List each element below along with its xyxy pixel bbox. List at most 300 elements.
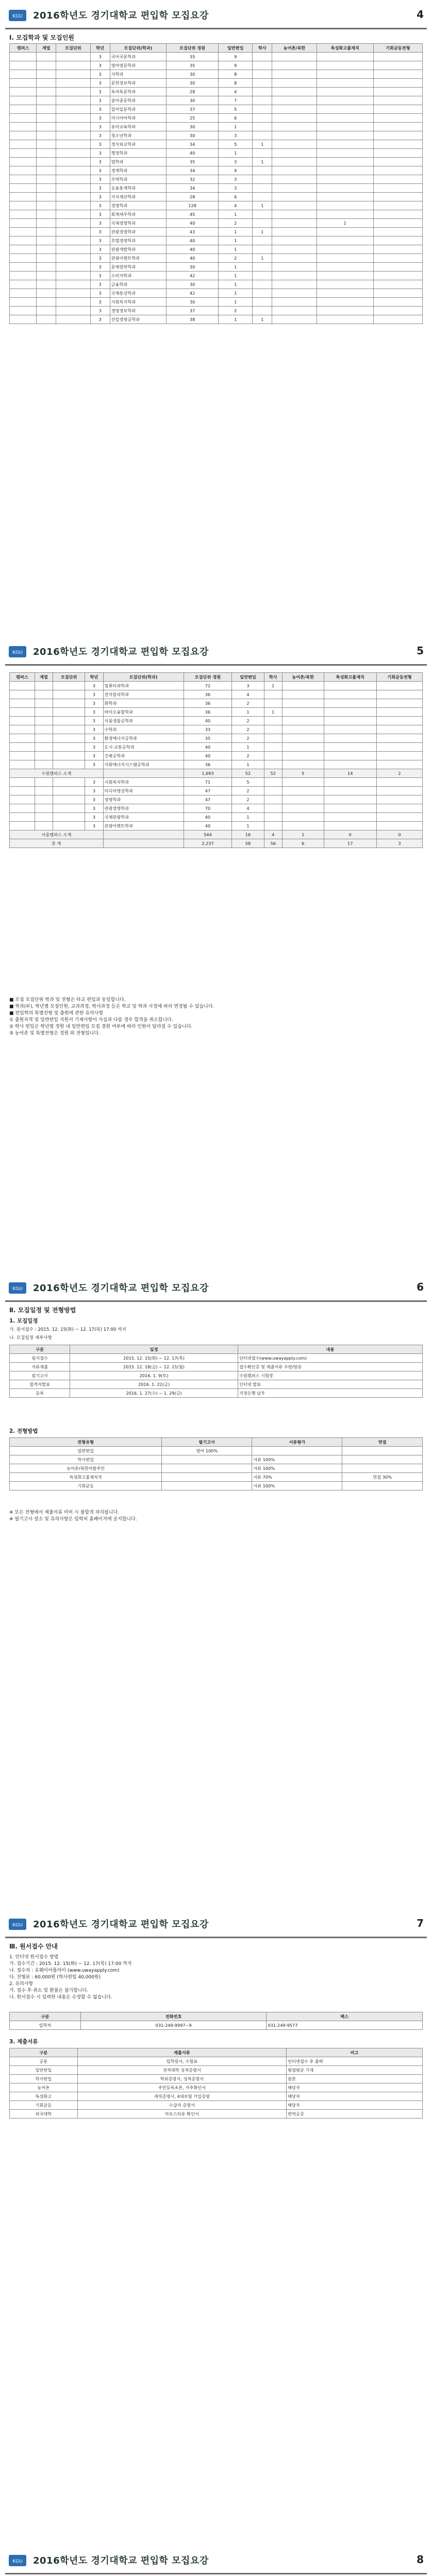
page-header <box>5 1914 427 1935</box>
table-cell: 호텔경영학과 <box>110 236 167 245</box>
page-6 <box>0 1273 432 1906</box>
table-cell <box>324 804 376 813</box>
table-cell: 40 <box>184 813 232 822</box>
table-cell: 2 <box>232 752 264 760</box>
column-header: 전형유형 <box>10 1438 162 1447</box>
table-cell: 34 <box>167 184 219 193</box>
table-cell <box>253 105 272 114</box>
table-cell <box>56 123 91 131</box>
column-header: 모집단위 <box>56 44 91 53</box>
table-cell <box>272 53 317 61</box>
table-cell <box>282 743 324 752</box>
table-cell: 서류 100% <box>252 1464 342 1473</box>
kyonggi-logo-icon <box>8 1281 27 1295</box>
recruit-table-continued <box>9 672 423 848</box>
table-cell <box>282 760 324 769</box>
table-cell: 3 <box>90 175 110 184</box>
table-cell <box>272 166 317 175</box>
table-cell <box>103 831 184 839</box>
table-cell: 1 <box>317 219 373 228</box>
table-row <box>10 1380 423 1389</box>
table-cell <box>37 175 56 184</box>
note-line: ■ 편입학의 특별전형 및 출원에 관한 유의사항 <box>9 1011 104 1016</box>
table-row <box>10 70 423 79</box>
table-cell <box>53 690 85 699</box>
table-cell: 3 <box>90 184 110 193</box>
table-cell: 128 <box>167 201 219 210</box>
column-header: 특성화고졸재직 <box>324 673 376 682</box>
table-cell: 3 <box>85 725 103 734</box>
table-cell <box>37 61 56 70</box>
table-cell: 38 <box>167 315 219 324</box>
table-cell: 독어독문학과 <box>110 88 167 96</box>
table-cell <box>10 708 35 717</box>
table-cell <box>376 725 422 734</box>
table-row <box>10 123 423 131</box>
table-cell <box>282 778 324 787</box>
table-cell <box>317 123 373 131</box>
table-cell: 2 <box>376 769 422 778</box>
table-cell: 사학과 <box>110 70 167 79</box>
table-cell: 합격자발표 <box>10 1380 70 1389</box>
table-cell: 3 <box>85 752 103 760</box>
table-cell <box>253 219 272 228</box>
table-cell <box>376 804 422 813</box>
table-cell <box>253 88 272 96</box>
table-cell <box>272 70 317 79</box>
table-cell <box>376 787 422 795</box>
table-cell <box>373 245 422 254</box>
table-cell: 경영정보학과 <box>110 307 167 315</box>
table-cell <box>10 760 35 769</box>
column-header: 구분 <box>10 1345 70 1354</box>
table-cell: 2 <box>232 734 264 743</box>
table-cell <box>317 61 373 70</box>
table-cell: 3 <box>218 158 253 166</box>
table-cell <box>272 245 317 254</box>
table-cell <box>253 166 272 175</box>
table-cell <box>373 315 422 324</box>
table-cell: 1 <box>218 149 253 158</box>
table-cell: 서류 70% <box>252 1473 342 1482</box>
note-line: ① 출원자격 및 일반편입 지원서 기재사항이 사실과 다를 경우 합격을 취소합니다. <box>9 1018 173 1023</box>
table-cell: 72 <box>184 682 232 690</box>
table-cell: 5 <box>218 140 253 149</box>
table-cell <box>10 140 37 149</box>
table-cell <box>264 778 282 787</box>
table-cell: 러시아어학과 <box>110 114 167 123</box>
column-header: 필기고사 <box>162 1438 252 1447</box>
table-cell: 수원캠퍼스 소계 <box>10 769 104 778</box>
column-header: 내용 <box>238 1345 422 1354</box>
header-rule <box>5 2573 427 2574</box>
table-cell: 사회에너지시스템공학과 <box>103 760 184 769</box>
table-cell <box>317 307 373 315</box>
table-cell: 정치외교학과 <box>110 140 167 149</box>
table-cell <box>56 105 91 114</box>
table-cell: 1 <box>218 280 253 289</box>
table-cell: 3 <box>90 61 110 70</box>
table-cell <box>324 778 376 787</box>
table-cell <box>35 682 53 690</box>
table-cell: 5 <box>218 105 253 114</box>
table-cell <box>53 795 85 804</box>
table-cell <box>373 88 422 96</box>
table-cell <box>56 289 91 298</box>
svg-text:KGU: KGU <box>12 1923 23 1928</box>
header-rule <box>5 1300 427 1302</box>
table-cell <box>10 795 35 804</box>
table-cell <box>264 760 282 769</box>
table-cell <box>56 175 91 184</box>
table-cell <box>317 280 373 289</box>
table-cell: 4 <box>232 804 264 813</box>
column-header: 학사 <box>253 44 272 53</box>
table-cell <box>272 184 317 193</box>
table-cell <box>56 61 91 70</box>
table-cell: 해당자 <box>287 2101 423 2110</box>
table-cell: 2016. 1. 22(금) <box>70 1380 238 1389</box>
table-cell: 1 <box>232 822 264 831</box>
table-cell: 회계세무학과 <box>110 210 167 219</box>
table-cell: 수급자 증명서 <box>77 2101 287 2110</box>
table-cell: 6 <box>218 114 253 123</box>
table-cell <box>162 1464 252 1473</box>
table-cell: 40 <box>167 236 219 245</box>
kyonggi-logo-icon <box>8 645 27 659</box>
table-cell: 컴퓨터과학과 <box>103 682 184 690</box>
table-cell: 국어국문학과 <box>110 53 167 61</box>
table-cell: 544 <box>184 831 232 839</box>
table-cell: 해당자 <box>287 2083 423 2092</box>
table-cell <box>37 280 56 289</box>
table-cell: 3 <box>85 682 103 690</box>
table-cell <box>253 272 272 280</box>
table-cell <box>35 752 53 760</box>
table-cell <box>324 725 376 734</box>
table-cell <box>317 263 373 272</box>
table-cell: 52 <box>232 769 264 778</box>
table-cell <box>10 734 35 743</box>
table-cell: 2 <box>232 795 264 804</box>
table-cell <box>272 105 317 114</box>
table-cell <box>10 315 37 324</box>
table-cell: 3 <box>90 123 110 131</box>
doc-title: 2016학년도 경기대학교 편입학 모집요강 <box>33 1919 209 1930</box>
table-cell: 3 <box>218 131 253 140</box>
table-cell <box>253 298 272 307</box>
table-cell: 40 <box>184 752 232 760</box>
table-cell <box>373 298 422 307</box>
column-header: 학년 <box>85 673 103 682</box>
svg-text:KGU: KGU <box>12 1286 23 1292</box>
table-cell: 전자물리학과 <box>103 690 184 699</box>
table-cell <box>37 96 56 105</box>
table-cell: 바이오융합학과 <box>103 708 184 717</box>
schedule-table <box>9 1345 423 1398</box>
table-cell: 특성화고 <box>10 2092 78 2101</box>
table-row <box>10 2110 423 2119</box>
table-cell <box>282 752 324 760</box>
table-cell <box>56 228 91 236</box>
table-cell: 2 <box>218 307 253 315</box>
table-cell: 2 <box>232 725 264 734</box>
column-header: 기회균등전형 <box>376 673 422 682</box>
table-cell <box>35 778 53 787</box>
table-cell <box>10 123 37 131</box>
table-row <box>10 769 423 778</box>
table-cell <box>35 743 53 752</box>
table-row <box>10 717 423 725</box>
table-row <box>10 2075 423 2083</box>
table-cell: 번역공증 <box>287 2110 423 2119</box>
table-cell <box>253 96 272 105</box>
table-cell: 경영학과 <box>110 201 167 210</box>
table-cell <box>10 717 35 725</box>
table-cell: 서류 100% <box>252 1455 342 1464</box>
doc-title: 2016학년도 경기대학교 편입학 모집요강 <box>33 647 209 657</box>
table-row <box>10 787 423 795</box>
table-cell <box>373 175 422 184</box>
table-cell <box>56 114 91 123</box>
table-cell: 도시·교통공학과 <box>103 743 184 752</box>
table-cell: 5 <box>232 778 264 787</box>
table-cell <box>272 201 317 210</box>
table-row <box>10 778 423 787</box>
table-cell <box>37 184 56 193</box>
kyonggi-logo-icon <box>8 1917 27 1931</box>
table-cell: 1 <box>253 254 272 263</box>
table-cell <box>342 1455 423 1464</box>
table-cell: 관광개발학과 <box>110 245 167 254</box>
table-cell: 2 <box>218 254 253 263</box>
table-cell <box>37 245 56 254</box>
table-cell: 25 <box>167 114 219 123</box>
table-cell: 3 <box>85 760 103 769</box>
table-cell <box>317 131 373 140</box>
table-cell <box>252 1447 342 1455</box>
table-row <box>10 743 423 752</box>
table-cell <box>373 272 422 280</box>
note-line: 나. 접수처 : 유웨이어플라이 (www.uwayapply.com) <box>9 1968 120 1973</box>
table-cell: 1 <box>253 201 272 210</box>
table-cell: 일어일문학과 <box>110 105 167 114</box>
subsection-title: 1. 모집일정 <box>9 1318 38 1324</box>
table-cell <box>272 114 317 123</box>
table-cell: 1,693 <box>184 769 232 778</box>
table-cell <box>373 105 422 114</box>
table-cell <box>272 254 317 263</box>
table-cell: 일반편입 <box>10 2066 78 2075</box>
table-cell: 3 <box>90 79 110 88</box>
table-cell <box>10 114 37 123</box>
table-row <box>10 307 423 315</box>
table-cell <box>56 88 91 96</box>
table-cell <box>373 193 422 201</box>
table-cell: 1 <box>264 682 282 690</box>
table-cell: 1 <box>218 123 253 131</box>
table-cell: 인터넷접수(www.uwayapply.com) <box>238 1354 422 1363</box>
table-cell <box>376 690 422 699</box>
table-cell: 특성화고졸재직자 <box>10 1473 162 1482</box>
table-cell <box>272 210 317 219</box>
column-header: 일정 <box>70 1345 238 1354</box>
table-cell <box>272 298 317 307</box>
table-cell: 관광경영학과 <box>110 228 167 236</box>
table-row <box>10 105 423 114</box>
table-cell <box>53 822 85 831</box>
table-cell: 유아교육학과 <box>110 123 167 131</box>
header-rule <box>5 664 427 666</box>
table-cell <box>373 123 422 131</box>
table-cell <box>35 725 53 734</box>
table-cell: 문예창작학과 <box>110 263 167 272</box>
page-header <box>5 1278 427 1298</box>
table-cell: 원본 <box>287 2075 423 2083</box>
table-cell <box>253 307 272 315</box>
table-cell: 71 <box>184 778 232 787</box>
table-cell: 관광경영학과 <box>103 804 184 813</box>
table-cell: 3 <box>85 804 103 813</box>
table-cell: 1 <box>253 228 272 236</box>
table-cell: 3 <box>85 699 103 708</box>
table-cell <box>317 158 373 166</box>
table-row <box>10 699 423 708</box>
table-row <box>10 131 423 140</box>
table-row <box>10 184 423 193</box>
table-cell: 미디어영상학과 <box>103 787 184 795</box>
table-row <box>10 1464 423 1473</box>
page-5 <box>0 636 432 1270</box>
section-title: Ⅱ. 모집일정 및 전형방법 <box>9 1307 76 1314</box>
table-cell <box>272 307 317 315</box>
table-cell <box>37 228 56 236</box>
table-cell <box>272 131 317 140</box>
column-header: 농어촌/북한 <box>282 673 324 682</box>
table-cell <box>317 245 373 254</box>
table-cell <box>37 79 56 88</box>
table-row <box>10 114 423 123</box>
header-rule <box>5 1937 427 1938</box>
table-row <box>10 813 423 822</box>
table-cell <box>376 813 422 822</box>
table-row <box>10 1354 423 1363</box>
table-cell <box>56 280 91 289</box>
table-cell: 47 <box>184 795 232 804</box>
table-cell <box>37 88 56 96</box>
table-cell <box>324 752 376 760</box>
table-cell <box>376 682 422 690</box>
table-cell <box>253 210 272 219</box>
table-cell <box>10 79 37 88</box>
table-cell <box>272 123 317 131</box>
table-cell: 국제경영학과 <box>110 219 167 228</box>
table-cell <box>342 1464 423 1473</box>
table-cell <box>10 813 35 822</box>
table-cell: 인터넷접수 후 출력 <box>287 2057 423 2066</box>
page-number: 5 <box>417 645 424 657</box>
table-row <box>10 140 423 149</box>
table-cell <box>282 699 324 708</box>
table-row <box>10 682 423 690</box>
table-cell: 3 <box>376 839 422 848</box>
table-cell: 중어중문학과 <box>110 96 167 105</box>
table-cell <box>376 717 422 725</box>
table-cell <box>272 149 317 158</box>
table-cell: 6 <box>218 193 253 201</box>
table-cell: 3 <box>85 813 103 822</box>
table-cell <box>53 787 85 795</box>
doc-title: 2016학년도 경기대학교 편입학 모집요강 <box>33 10 209 21</box>
column-header: 모집단위 정원 <box>184 673 232 682</box>
table-cell: 70 <box>184 804 232 813</box>
table-cell: 2 <box>232 699 264 708</box>
page-header <box>5 2550 427 2571</box>
table-cell <box>37 105 56 114</box>
table-cell: 사회복지학과 <box>110 298 167 307</box>
table-cell: 3 <box>232 682 264 690</box>
table-cell <box>324 699 376 708</box>
column-header: 농어촌/북한 <box>272 44 317 53</box>
table-cell: 영어 100% <box>162 1447 252 1455</box>
table-cell: 3 <box>90 158 110 166</box>
table-cell <box>253 123 272 131</box>
table-cell <box>10 236 37 245</box>
table-row <box>10 2083 423 2092</box>
table-cell <box>10 822 35 831</box>
page-number: 4 <box>417 8 424 21</box>
table-cell: 영어영문학과 <box>110 61 167 70</box>
table-cell <box>37 236 56 245</box>
table-cell: 1 <box>218 245 253 254</box>
table-cell <box>317 70 373 79</box>
table-cell: 3 <box>90 193 110 201</box>
table-cell <box>53 778 85 787</box>
table-cell <box>272 140 317 149</box>
table-cell: 3 <box>85 822 103 831</box>
table-cell <box>10 280 37 289</box>
table-cell <box>317 184 373 193</box>
table-cell: 30 <box>167 123 219 131</box>
table-cell: 문헌정보학과 <box>110 79 167 88</box>
table-cell <box>10 166 37 175</box>
notes-block <box>9 997 423 1037</box>
table-cell <box>376 760 422 769</box>
page-header <box>5 5 427 26</box>
table-cell <box>56 53 91 61</box>
table-cell <box>35 804 53 813</box>
table-cell: 3 <box>85 690 103 699</box>
table-cell <box>253 193 272 201</box>
table-cell <box>324 690 376 699</box>
table-cell <box>37 201 56 210</box>
table-cell <box>53 752 85 760</box>
table-cell <box>10 263 37 272</box>
table-cell <box>37 193 56 201</box>
table-cell: 기회균등 <box>10 1482 162 1490</box>
table-cell <box>56 236 91 245</box>
table-cell: 등록 <box>10 1389 70 1398</box>
table-cell: 30 <box>167 298 219 307</box>
table-cell <box>37 131 56 140</box>
table-cell <box>35 760 53 769</box>
table-cell: 무역학과 <box>110 175 167 184</box>
column-header: 학사 <box>264 673 282 682</box>
table-row <box>10 760 423 769</box>
table-cell: 17 <box>324 839 376 848</box>
table-cell: 3 <box>90 88 110 96</box>
table-cell: 3 <box>90 245 110 254</box>
